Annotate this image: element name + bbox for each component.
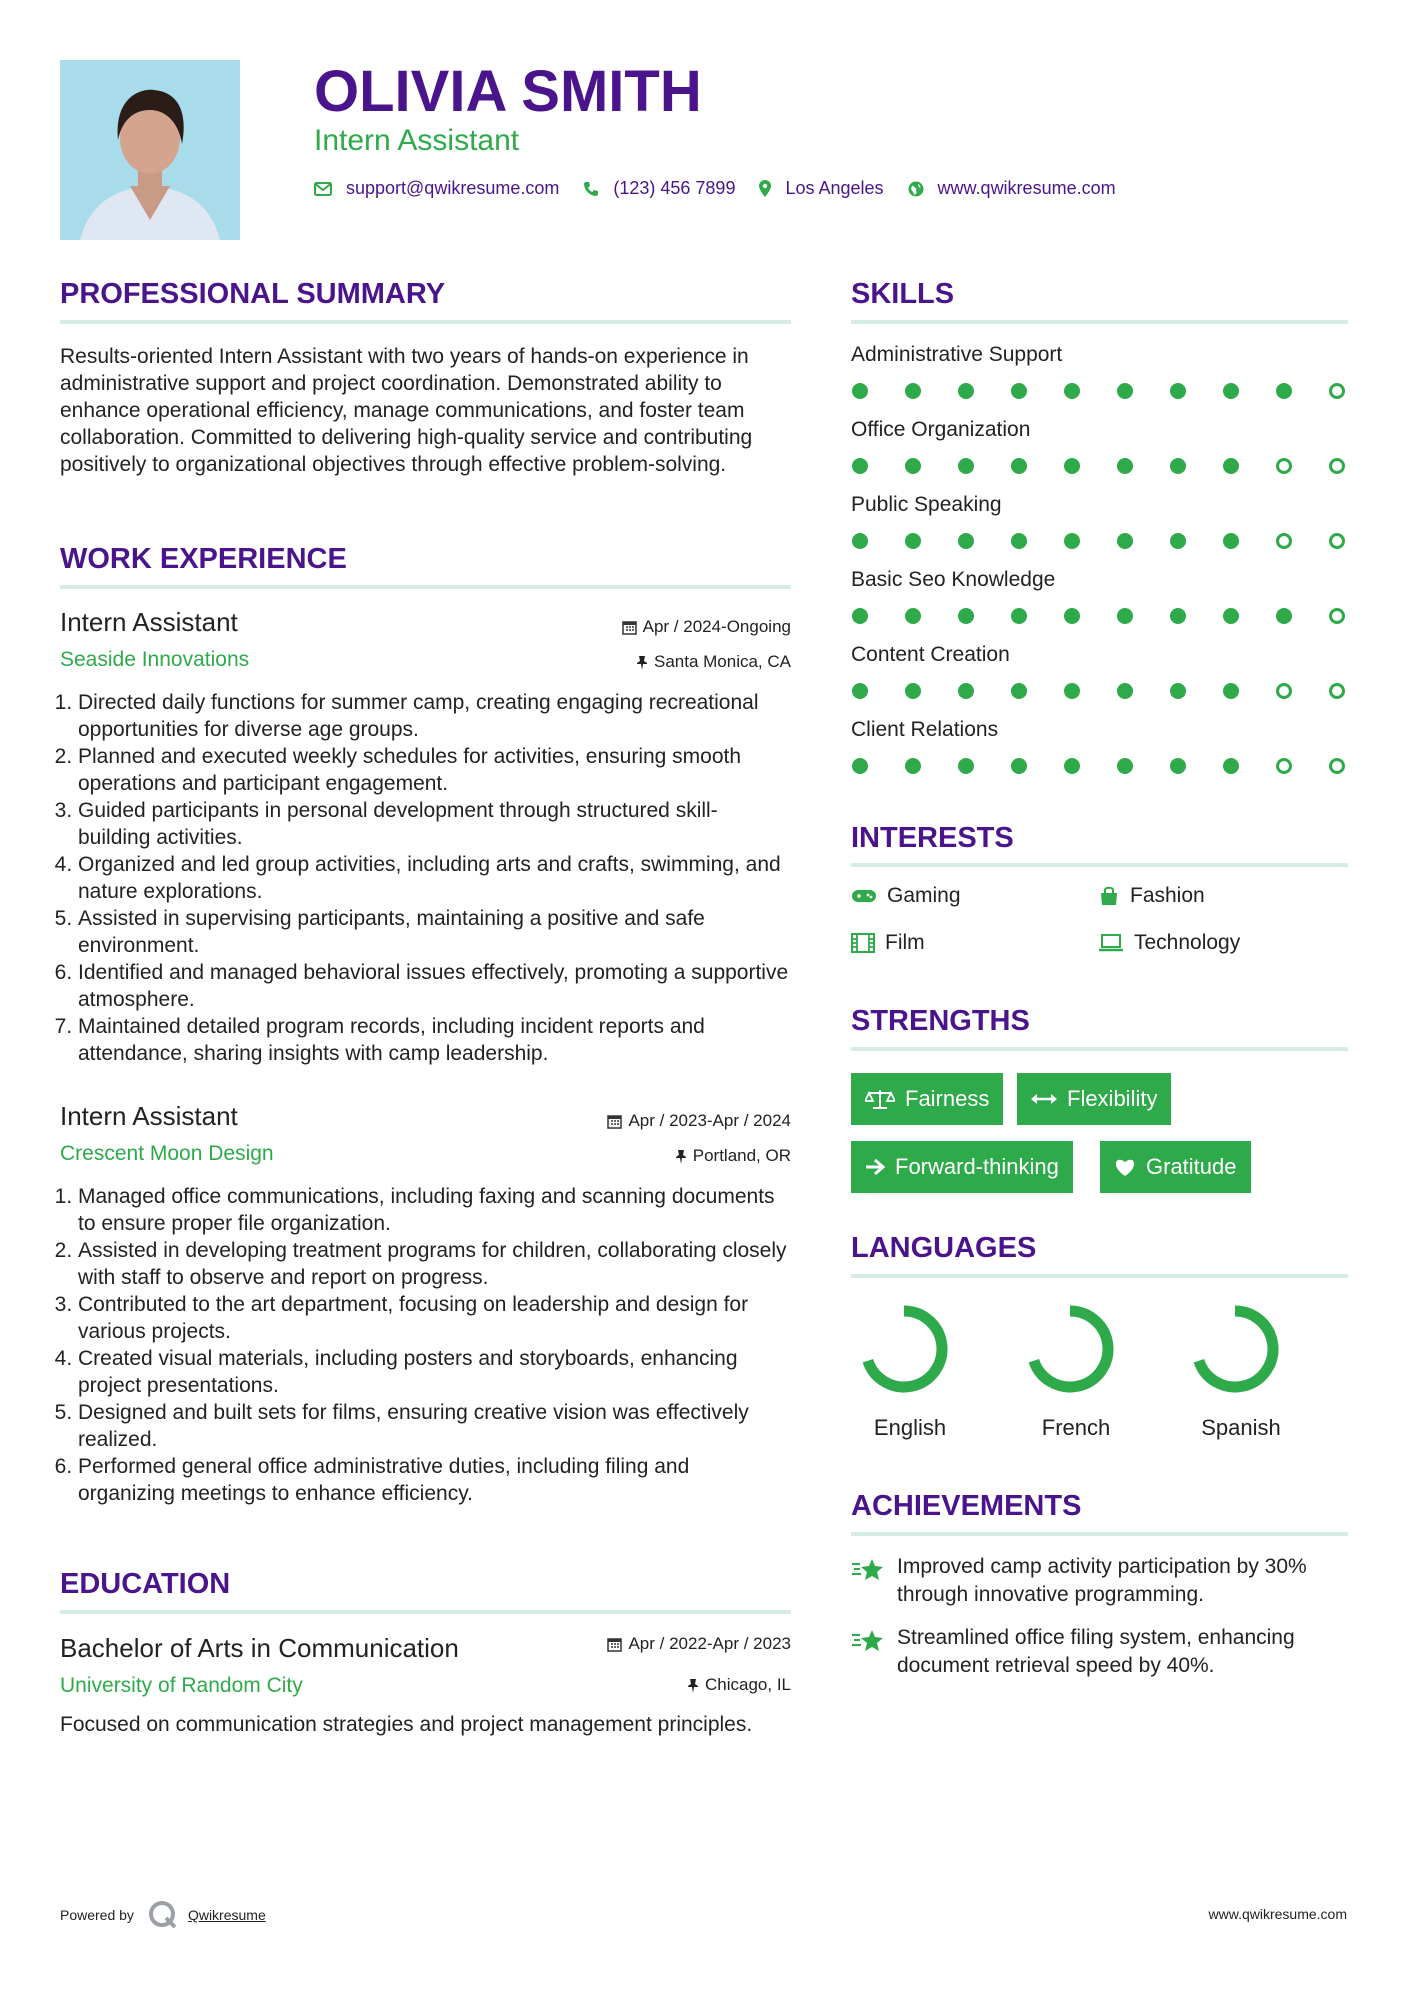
interest-item [851, 931, 925, 955]
gamepad-icon [851, 888, 877, 904]
skill-dot-filled [1170, 458, 1186, 474]
skill-dot-filled [852, 758, 868, 774]
map-marker-icon [759, 180, 771, 197]
skill-dot-filled [1011, 458, 1027, 474]
skill-dot-filled [958, 608, 974, 624]
skill-dot-filled [958, 758, 974, 774]
job-date-text: Apr / 2024-Ongoing [642, 617, 791, 636]
shooting-star-icon [851, 1557, 885, 1609]
skills-divider [851, 320, 1348, 324]
interest-label: Technology [1134, 931, 1241, 954]
heart-icon [1114, 1157, 1136, 1177]
strength-label: Forward-thinking [895, 1154, 1059, 1179]
skill-dot-filled [958, 533, 974, 549]
achievements-heading: ACHIEVEMENTS [851, 1490, 1082, 1522]
education-location-text: Chicago, IL [705, 1675, 791, 1694]
job-location-text: Portland, OR [692, 1146, 791, 1165]
skill-dot-filled [905, 608, 921, 624]
skill-dot-filled [1064, 533, 1080, 549]
interest-item [851, 884, 961, 908]
skill-dot-filled [905, 383, 921, 399]
job-title: Intern Assistant [60, 607, 238, 637]
globe-icon [908, 181, 924, 197]
skill-dot-filled [1170, 383, 1186, 399]
interest-label: Gaming [887, 884, 961, 907]
skill-name: Public Speaking [851, 493, 1002, 516]
footer-powered-by [60, 1900, 266, 1930]
skill-dot-filled [1117, 458, 1133, 474]
skill-dot-filled [1011, 383, 1027, 399]
skill-dot-filled [1170, 533, 1186, 549]
candidate-name: OLIVIA SMITH [314, 59, 702, 124]
skill-dot-filled [958, 383, 974, 399]
job-duties-list [60, 689, 790, 1067]
skill-dot-filled [1223, 383, 1239, 399]
skill-dot-empty [1276, 533, 1292, 549]
qwikresume-logo-icon [148, 1900, 178, 1930]
language-ring [1024, 1303, 1116, 1395]
achievements-divider [851, 1532, 1348, 1536]
footer-website[interactable]: www.qwikresume.com [1208, 1906, 1347, 1922]
skill-dot-filled [1117, 683, 1133, 699]
skill-dot-filled [1117, 533, 1133, 549]
skill-dot-filled [1223, 533, 1239, 549]
skill-dot-filled [1064, 758, 1080, 774]
skill-dot-filled [1117, 608, 1133, 624]
strengths-divider [851, 1047, 1348, 1051]
list-item: 6. Performed general office administrative duties, including filing and organizing meetings to enhance efficiency. [78, 1453, 790, 1507]
list-item: 6. Identified and managed behavioral issues effectively, promoting a supportive atmosphere. [78, 959, 790, 1013]
skill-name: Basic Seo Knowledge [851, 568, 1056, 591]
skill-dot-empty [1329, 383, 1345, 399]
list-item: 2. Planned and executed weekly schedules for activities, ensuring smooth operations and participant engagement. [78, 743, 790, 797]
profile-photo [60, 60, 240, 240]
job-company: Crescent Moon Design [60, 1142, 274, 1165]
education-divider [60, 1610, 791, 1614]
summary-heading: PROFESSIONAL SUMMARY [60, 278, 446, 310]
strength-tag [851, 1141, 1073, 1193]
skill-name: Administrative Support [851, 343, 1063, 366]
skill-dot-filled [905, 758, 921, 774]
experience-divider [60, 585, 791, 589]
strength-tag [1017, 1073, 1171, 1125]
contact-email[interactable] [314, 178, 559, 199]
list-item: 7. Maintained detailed program records, including incident reports and attendance, sharing insights with camp leadership. [78, 1013, 790, 1067]
language-name: English [873, 1415, 947, 1440]
skill-dot-filled [905, 458, 921, 474]
job-date [622, 617, 791, 637]
shooting-star-icon [851, 1628, 885, 1680]
skill-dot-filled [1117, 758, 1133, 774]
language-level-arc [1034, 1311, 1108, 1387]
list-item: 3. Contributed to the art department, focusing on leadership and design for various projects. [78, 1291, 790, 1345]
skill-dot-empty [1276, 458, 1292, 474]
skill-dot-filled [1170, 683, 1186, 699]
skill-dot-empty [1329, 608, 1345, 624]
strength-label: Fairness [905, 1086, 990, 1111]
skill-dot-filled [905, 533, 921, 549]
skill-dot-filled [852, 683, 868, 699]
job-date-text: Apr / 2023-Apr / 2024 [628, 1111, 791, 1130]
skill-name: Content Creation [851, 643, 1010, 666]
skill-dot-filled [1117, 383, 1133, 399]
language-ring [1189, 1303, 1281, 1395]
skill-dot-filled [852, 533, 868, 549]
phone-icon [583, 181, 599, 197]
strength-label: Flexibility [1067, 1086, 1158, 1111]
laptop-icon [1098, 934, 1124, 952]
skill-name: Office Organization [851, 418, 1031, 441]
job-date [607, 1111, 791, 1131]
skill-name: Client Relations [851, 718, 999, 741]
language-level-arc [868, 1311, 942, 1387]
skill-dot-empty [1329, 458, 1345, 474]
interests-divider [851, 863, 1348, 867]
interest-label: Film [885, 931, 925, 954]
degree-title: Bachelor of Arts in Communication [60, 1633, 459, 1663]
achievement-item [851, 1553, 1348, 1609]
education-date [607, 1634, 791, 1654]
skill-dot-filled [1011, 683, 1027, 699]
job-company: Seaside Innovations [60, 648, 250, 671]
list-item: 3. Guided participants in personal development through structured skill-building activities. [78, 797, 790, 851]
list-item: 4. Organized and led group activities, including arts and crafts, swimming, and nature explorations. [78, 851, 790, 905]
achievement-text: Streamlined office filing system, enhancing document retrieval speed by 40%. [897, 1626, 1295, 1677]
skill-dot-filled [1011, 533, 1027, 549]
interest-label: Fashion [1130, 884, 1205, 907]
envelope-icon [314, 182, 332, 196]
skill-dot-filled [1011, 608, 1027, 624]
calendar-icon [607, 1637, 622, 1652]
skill-rating [852, 608, 1382, 624]
skill-dot-empty [1329, 683, 1345, 699]
pin-icon [636, 655, 648, 670]
skill-dot-filled [1064, 683, 1080, 699]
summary-text: Results-oriented Intern Assistant with two years of hands-on experience in administrative support and project coordination. Demonstrated ability to enhance operational efficiency, manage communications, and foster team collaboration. Committed to delivering high-quality service and contributing positively to organizational objectives through effective problem-solving. [60, 345, 753, 476]
job-title: Intern Assistant [60, 1101, 238, 1131]
achievement-text: Improved camp activity participation by 30% through innovative programming. [897, 1555, 1307, 1606]
arrows-horizontal-icon [1031, 1092, 1057, 1106]
language-name: French [1041, 1415, 1111, 1440]
skill-rating [852, 383, 1382, 399]
strength-label: Gratitude [1146, 1154, 1237, 1179]
skill-dot-filled [1223, 458, 1239, 474]
skill-dot-filled [1223, 758, 1239, 774]
skill-dot-empty [1276, 758, 1292, 774]
language-ring [858, 1303, 950, 1395]
experience-heading: WORK EXPERIENCE [60, 543, 347, 575]
strength-tag [1100, 1141, 1251, 1193]
skill-rating [852, 533, 1382, 549]
interest-item [1098, 931, 1240, 955]
job-location-text: Santa Monica, CA [653, 652, 791, 671]
skill-dot-empty [1329, 758, 1345, 774]
website-text: www.qwikresume.com [937, 178, 1116, 198]
candidate-title: Intern Assistant [314, 124, 520, 157]
skill-dot-filled [1223, 608, 1239, 624]
skill-dot-filled [1170, 758, 1186, 774]
job-location [636, 652, 791, 672]
location-text: Los Angeles [785, 178, 884, 198]
job-location [675, 1146, 791, 1166]
list-item: 2. Assisted in developing treatment programs for children, collaborating closely with staff to observe and report on progress. [78, 1237, 790, 1291]
achievement-item [851, 1624, 1348, 1680]
skill-dot-filled [958, 683, 974, 699]
contact-website[interactable] [908, 178, 1116, 199]
school-name: University of Random City [60, 1674, 303, 1697]
skill-dot-filled [905, 683, 921, 699]
contact-phone[interactable] [583, 178, 735, 199]
strength-tag [851, 1073, 1003, 1125]
skills-heading: SKILLS [851, 278, 955, 310]
calendar-icon [607, 1114, 622, 1129]
language-name: Spanish [1201, 1415, 1281, 1440]
skill-dot-filled [1064, 383, 1080, 399]
skill-dot-filled [1064, 458, 1080, 474]
skill-dot-filled [1223, 683, 1239, 699]
list-item: 5. Assisted in supervising participants, maintaining a positive and safe environment. [78, 905, 790, 959]
skill-dot-filled [852, 383, 868, 399]
pin-icon [687, 1678, 699, 1693]
skill-dot-empty [1329, 533, 1345, 549]
calendar-icon [622, 620, 637, 635]
balance-scale-icon [865, 1088, 895, 1110]
summary-divider [60, 320, 791, 324]
arrow-right-icon [865, 1158, 885, 1176]
powered-by-text: Powered by [60, 1907, 134, 1923]
skill-dot-filled [1276, 383, 1292, 399]
education-location [687, 1675, 791, 1695]
list-item: 1. Directed daily functions for summer camp, creating engaging recreational opportunities for diverse age groups. [78, 689, 790, 743]
contact-location [759, 178, 883, 199]
education-heading: EDUCATION [60, 1568, 231, 1600]
email-text: support@qwikresume.com [346, 178, 560, 198]
skill-rating [852, 758, 1382, 774]
skill-dot-filled [852, 458, 868, 474]
contact-bar [314, 178, 1140, 199]
languages-divider [851, 1274, 1348, 1278]
skill-dot-filled [958, 458, 974, 474]
skill-dot-filled [1064, 608, 1080, 624]
list-item: 1. Managed office communications, including faxing and scanning documents to ensure proper file organization. [78, 1183, 790, 1237]
job-duties-list [60, 1183, 790, 1507]
skill-dot-filled [852, 608, 868, 624]
skill-dot-filled [1276, 608, 1292, 624]
phone-text: (123) 456 7899 [613, 178, 736, 198]
film-icon [851, 933, 875, 953]
interest-item [1098, 884, 1205, 908]
skill-dot-empty [1276, 683, 1292, 699]
shopping-bag-icon [1098, 885, 1120, 907]
strengths-heading: STRENGTHS [851, 1005, 1030, 1037]
skill-dot-filled [1170, 608, 1186, 624]
education-date-text: Apr / 2022-Apr / 2023 [628, 1634, 791, 1653]
languages-heading: LANGUAGES [851, 1232, 1037, 1264]
language-level-arc [1199, 1311, 1273, 1387]
skill-rating [852, 683, 1382, 699]
education-description: Focused on communication strategies and project management principles. [60, 1713, 753, 1736]
pin-icon [675, 1149, 687, 1164]
list-item: 5. Designed and built sets for films, ensuring creative vision was effectively realized. [78, 1399, 790, 1453]
list-item: 4. Created visual materials, including posters and storyboards, enhancing project presentations. [78, 1345, 790, 1399]
qwikresume-link[interactable]: Qwikresume [187, 1907, 266, 1923]
skill-dot-filled [1011, 758, 1027, 774]
interests-heading: INTERESTS [851, 822, 1014, 854]
skill-rating [852, 458, 1382, 474]
